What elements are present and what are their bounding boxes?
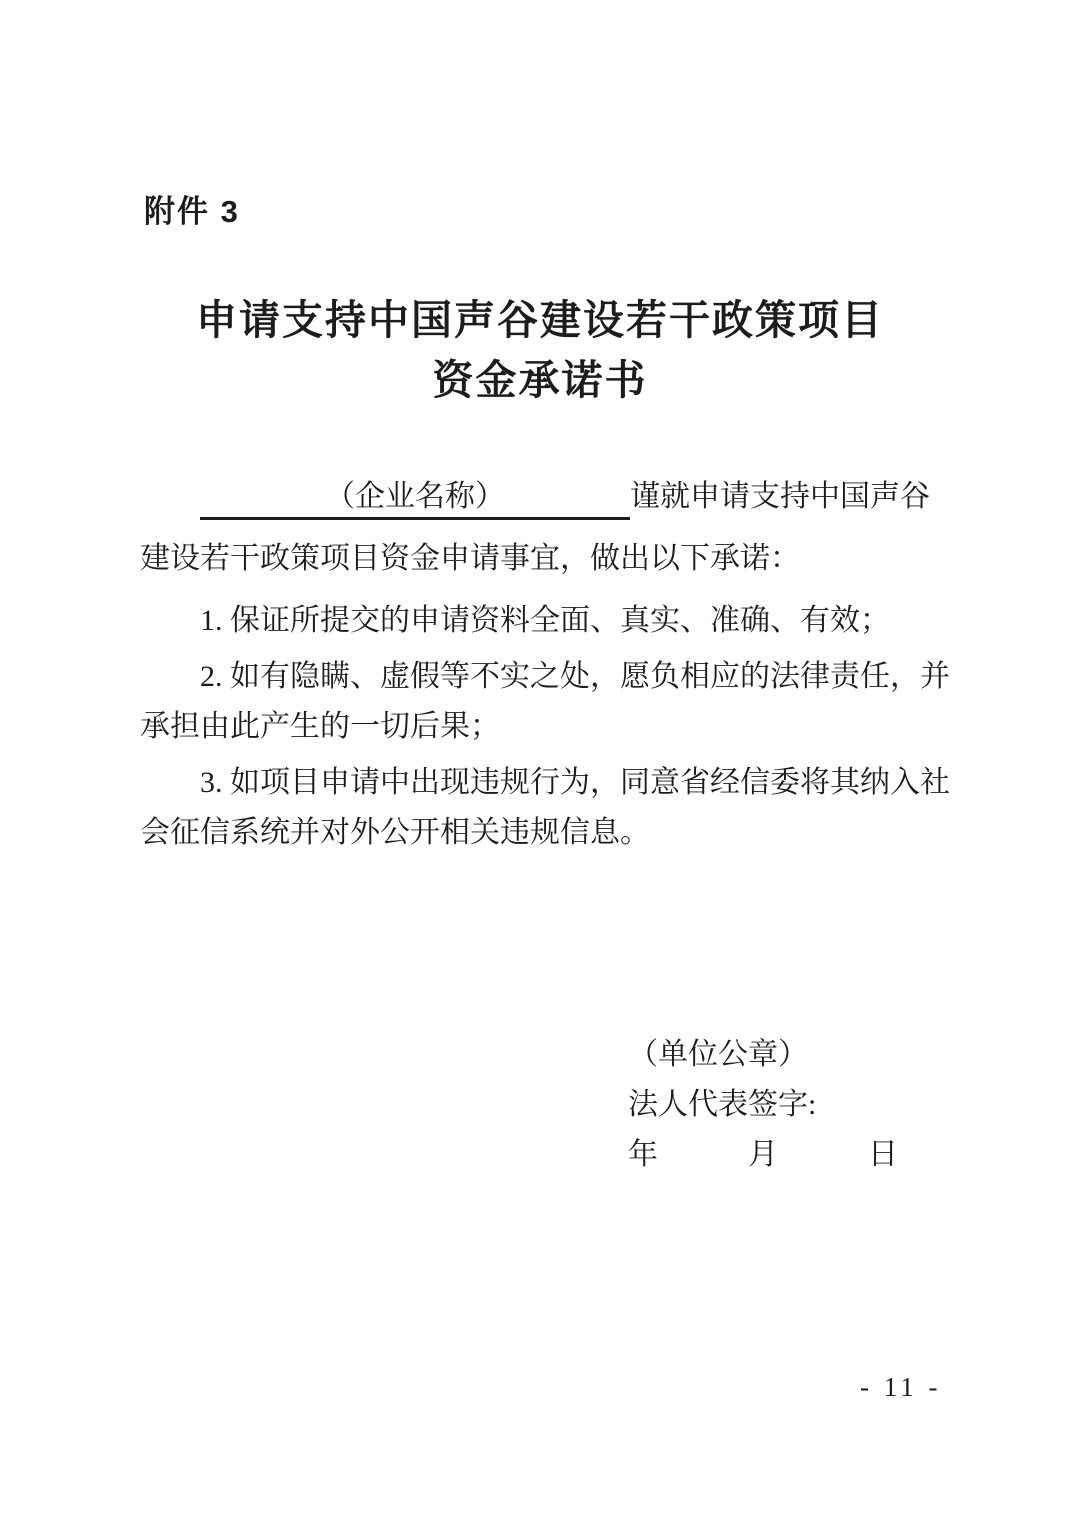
opening-paragraph xyxy=(140,466,952,590)
attachment-label: 附件 3 xyxy=(144,194,240,229)
document-body xyxy=(140,466,952,858)
title-line-1: 申请支持中国声谷建设若干政策项目 xyxy=(196,297,884,343)
company-seal-label: （单位公章） xyxy=(628,1038,808,1071)
legal-representative-signature-label: 法人代表签字: xyxy=(628,1088,817,1121)
title-line-2: 资金承诺书 xyxy=(432,357,648,403)
date-line: 年 月 日 xyxy=(628,1138,898,1171)
commitment-item-1 xyxy=(140,596,952,646)
commitment-item-1-text: 1. 保证所提交的申请资料全面、真实、准确、有效； xyxy=(200,604,890,637)
opening-line-2: 建设若干政策项目资金申请事宜，做出以下承诺： xyxy=(140,542,800,575)
document-title xyxy=(0,290,1080,410)
company-name-blank-field xyxy=(200,477,630,520)
commitment-item-2-line-1: 2. 如有隐瞒、虚假等不实之处，愿负相应的法律责任，并 xyxy=(200,660,950,693)
page-number: - 11 - xyxy=(860,1372,942,1402)
opening-line-1 xyxy=(140,466,952,528)
commitment-item-3-line-1: 3. 如项目申请中出现违规行为，同意省经信委将其纳入社 xyxy=(200,766,950,799)
opening-text-after-blank: 谨就申请支持中国声谷 xyxy=(630,480,930,513)
commitment-item-2-line-2: 承担由此产生的一切后果； xyxy=(140,710,500,743)
company-name-placeholder: （企业名称） xyxy=(325,480,505,513)
signature-block xyxy=(628,1030,898,1180)
commitment-item-3-line-2: 会征信系统并对外公开相关违规信息。 xyxy=(140,816,650,849)
commitment-item-3 xyxy=(140,758,952,858)
commitment-item-2 xyxy=(140,652,952,752)
